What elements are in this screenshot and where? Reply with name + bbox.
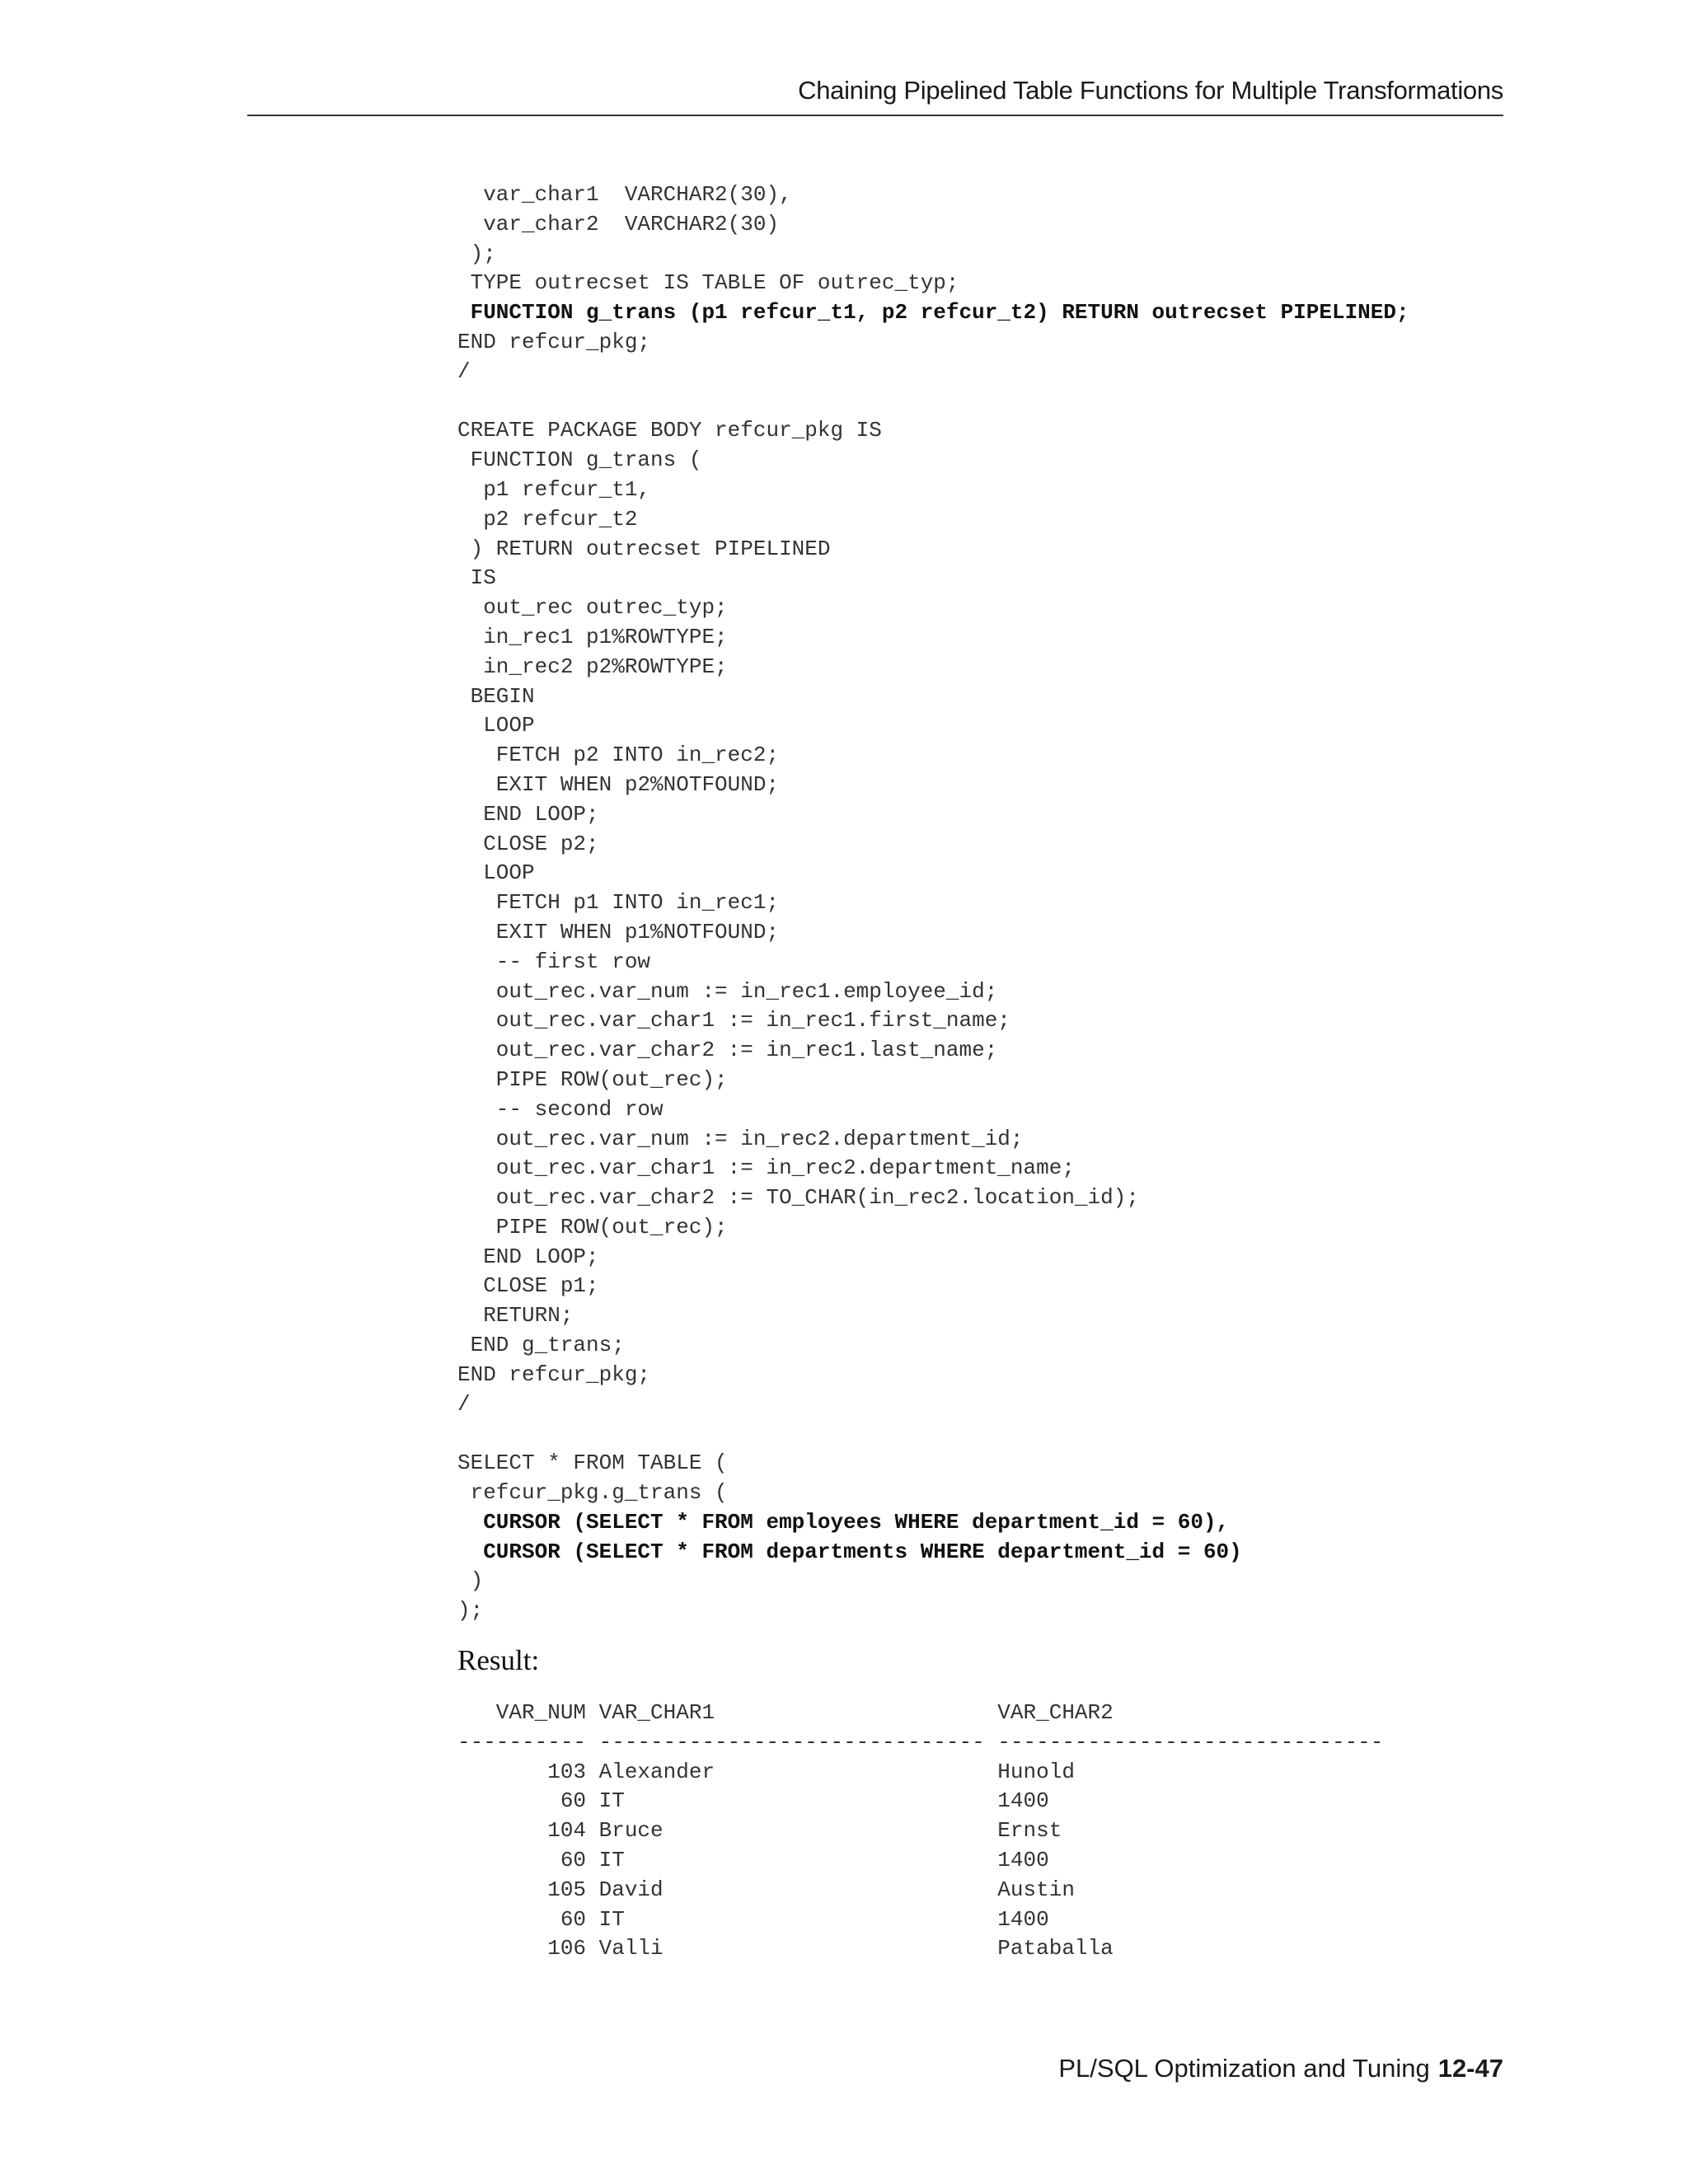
code-line: CLOSE p1;	[457, 1273, 599, 1299]
code-line: ) RETURN outrecset PIPELINED	[457, 536, 831, 561]
code-line: out_rec.var_char1 := in_rec1.first_name;	[457, 1008, 1010, 1033]
code-line: PIPE ROW(out_rec);	[457, 1066, 728, 1092]
code-line: LOOP	[457, 713, 535, 738]
code-line: in_rec1 p1%ROWTYPE;	[457, 624, 728, 649]
code-line: refcur_pkg.g_trans (	[457, 1480, 728, 1506]
result-row: 104 Bruce Ernst	[457, 1818, 1062, 1844]
code-line: EXIT WHEN p2%NOTFOUND;	[457, 771, 780, 797]
code-line: out_rec.var_num := in_rec1.employee_id;	[457, 978, 998, 1004]
result-row: 60 IT 1400	[457, 1847, 1049, 1872]
code-line: FETCH p1 INTO in_rec1;	[457, 890, 780, 916]
running-footer	[1058, 2052, 1503, 2085]
code-line: FUNCTION g_trans (	[457, 448, 702, 473]
code-line: );	[457, 1598, 484, 1624]
code-line: TYPE outrecset IS TABLE OF outrec_typ;	[457, 270, 959, 296]
result-header-row: VAR_NUM VAR_CHAR1 VAR_CHAR2	[457, 1700, 1114, 1725]
code-line: out_rec.var_num := in_rec2.department_id;	[457, 1126, 1024, 1151]
code-line: IS	[457, 565, 496, 591]
code-line: END refcur_pkg;	[457, 329, 651, 354]
code-line: CURSOR (SELECT * FROM employees WHERE department_id = 60),	[457, 1509, 1230, 1535]
page-number: 12-47	[1437, 2054, 1503, 2083]
code-line: CLOSE p2;	[457, 831, 599, 856]
code-line: BEGIN	[457, 683, 535, 709]
code-line: -- second row	[457, 1096, 663, 1122]
code-line: in_rec2 p2%ROWTYPE;	[457, 654, 728, 679]
code-line	[457, 1419, 1409, 1449]
result-row: 103 Alexander Hunold	[457, 1759, 1075, 1784]
code-line: var_char2 VARCHAR2(30)	[457, 211, 780, 237]
code-line: CURSOR (SELECT * FROM departments WHERE department_id = 60)	[457, 1539, 1242, 1564]
result-output	[457, 1699, 1383, 1964]
code-line: out_rec.var_char1 := in_rec2.department_name;	[457, 1155, 1075, 1181]
code-line	[457, 387, 1409, 417]
result-row: 60 IT 1400	[457, 1788, 1049, 1814]
code-line: out_rec.var_char2 := in_rec1.last_name;	[457, 1038, 998, 1063]
code-line: FUNCTION g_trans (p1 refcur_t1, p2 refcur_t2) RETURN outrecset PIPELINED;	[457, 300, 1409, 326]
code-line: END refcur_pkg;	[457, 1361, 651, 1387]
code-listing	[457, 180, 1409, 1626]
code-line: END LOOP;	[457, 801, 599, 827]
code-line: )	[457, 1568, 484, 1594]
code-line: /	[457, 359, 471, 384]
result-row: 106 Valli Pataballa	[457, 1936, 1114, 1961]
code-line: EXIT WHEN p1%NOTFOUND;	[457, 919, 780, 944]
code-line: var_char1 VARCHAR2(30),	[457, 182, 792, 207]
result-label: Result:	[457, 1644, 540, 1676]
code-line: SELECT * FROM TABLE (	[457, 1451, 728, 1476]
code-line: /	[457, 1391, 471, 1417]
code-line: END LOOP;	[457, 1244, 599, 1269]
code-line: PIPE ROW(out_rec);	[457, 1214, 728, 1240]
running-header: Chaining Pipelined Table Functions for Multiple Transformations	[798, 76, 1503, 105]
code-line: LOOP	[457, 860, 535, 886]
header-rule	[247, 115, 1503, 116]
result-row: 60 IT 1400	[457, 1906, 1049, 1932]
result-separator: ---------- ------------------------------ ------------------------------	[457, 1729, 1384, 1755]
code-line: END g_trans;	[457, 1333, 625, 1358]
result-row: 105 David Austin	[457, 1877, 1075, 1902]
code-line: out_rec.var_char2 := TO_CHAR(in_rec2.location_id);	[457, 1185, 1139, 1211]
code-line: p2 refcur_t2	[457, 506, 638, 532]
code-line: -- first row	[457, 949, 651, 974]
code-line: p1 refcur_t1,	[457, 476, 651, 502]
footer-title: PL/SQL Optimization and Tuning	[1058, 2054, 1430, 2083]
code-line: RETURN;	[457, 1303, 574, 1329]
code-line: );	[457, 241, 496, 266]
code-line: out_rec outrec_typ;	[457, 595, 728, 621]
code-line: CREATE PACKAGE BODY refcur_pkg IS	[457, 418, 882, 443]
code-line: FETCH p2 INTO in_rec2;	[457, 743, 780, 768]
